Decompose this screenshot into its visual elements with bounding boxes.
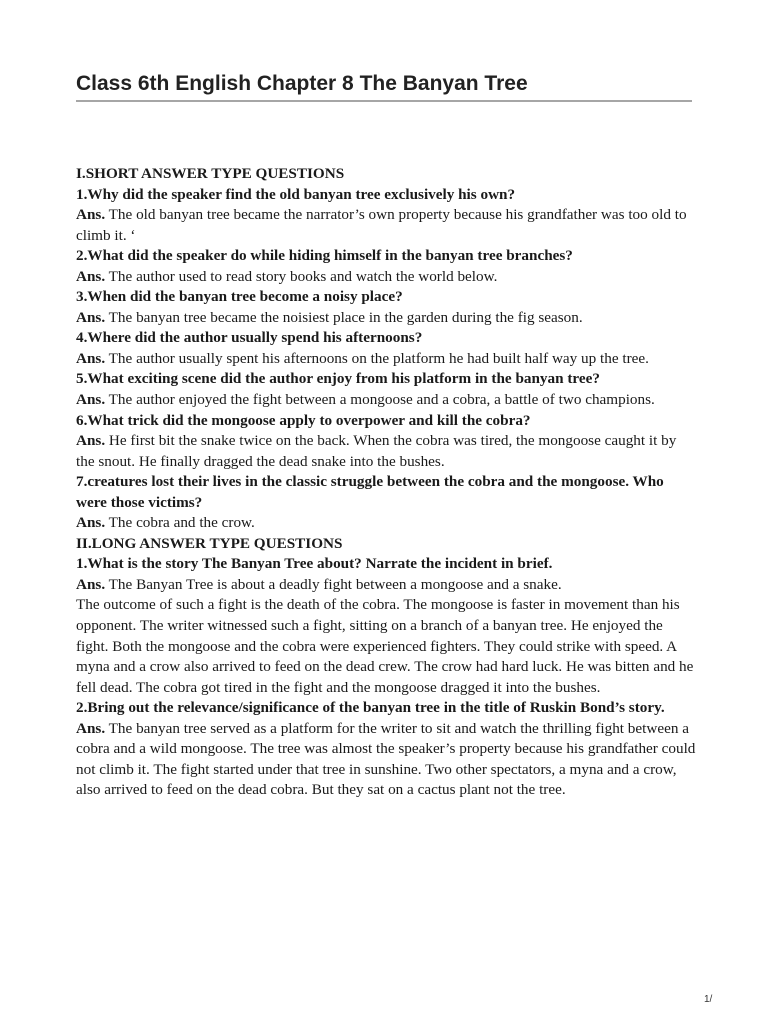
question-7: 7.creatures lost their lives in the classic struggle between the cobra and the mongoose. Who were those victims? [76, 473, 664, 511]
answer-text: The banyan tree served as a platform for the writer to sit and watch the thrilling fight between a cobra and a wild mongoose. The tree was almost the speaker’s property because his grandfather could not climb it. The fight started under that tree in sunshine. Two other spectators, a myna and a crow, also arrived to feed on the dead cobra. But they sat on a cactus plant not the tree. [76, 719, 696, 799]
question-5: 5.What exciting scene did the author enjoy from his platform in the banyan tree? [76, 370, 600, 388]
answer-text: The cobra and the crow. [108, 514, 255, 532]
answer-label: Ans. [76, 206, 106, 224]
long-answer-1-paragraph: The outcome of such a fight is the death of the cobra. The mongoose is faster in movement than his opponent. The writer witnessed such a fight, sitting on a branch of a banyan tree. He enjoyed the fight. Both the mongoose and the cobra were experienced fighters. They could strike with speed. A myna and a crow also arrived to feed on the dead crew. The crow had hard luck. He was bitten and he fell dead. The cobra got tired in the fight and the mongoose dragged it into the bushes. [76, 596, 694, 696]
answer-label: Ans. [76, 349, 106, 367]
long-answer-1 [76, 575, 696, 596]
long-question-2: 2.Bring out the relevance/significance of the banyan tree in the title of Ruskin Bond’s story. [76, 699, 665, 717]
answer-label: Ans. [76, 719, 106, 737]
long-question-1: 1.What is the story The Banyan Tree about? Narrate the incident in brief. [76, 555, 553, 573]
answer-label: Ans. [76, 308, 106, 326]
long-answer-2 [76, 719, 696, 801]
question-2: 2.What did the speaker do while hiding himself in the banyan tree branches? [76, 247, 573, 265]
question-3: 3.When did the banyan tree become a noisy place? [76, 288, 403, 306]
answer-4 [76, 349, 696, 370]
answer-text: The Banyan Tree is about a deadly fight between a mongoose and a snake. [108, 575, 562, 593]
answer-text: The author used to read story books and watch the world below. [108, 267, 498, 285]
answer-1 [76, 205, 696, 246]
page-title: Class 6th English Chapter 8 The Banyan Tree [76, 72, 528, 95]
answer-label: Ans. [76, 514, 106, 532]
question-4: 4.Where did the author usually spend his afternoons? [76, 329, 423, 347]
title-divider [76, 100, 692, 102]
document-body [76, 164, 696, 801]
answer-5 [76, 390, 696, 411]
answer-text: He first bit the snake twice on the back. When the cobra was tired, the mongoose caught it by the snout. He finally dragged the dead snake into the bushes. [76, 432, 677, 470]
answer-6 [76, 431, 696, 472]
answer-text: The old banyan tree became the narrator’s own property because his grandfather was too old to climb it. ‘ [76, 206, 687, 244]
answer-text: The banyan tree became the noisiest place in the garden during the fig season. [108, 308, 583, 326]
section-heading-short-answer: I.SHORT ANSWER TYPE QUESTIONS [76, 165, 345, 182]
question-1: 1.Why did the speaker find the old banyan tree exclusively his own? [76, 185, 516, 203]
answer-2 [76, 267, 696, 288]
answer-text: The author enjoyed the fight between a mongoose and a cobra, a battle of two champions. [108, 391, 655, 409]
answer-label: Ans. [76, 432, 106, 450]
answer-label: Ans. [76, 267, 106, 285]
section-heading-long-answer: II.LONG ANSWER TYPE QUESTIONS [76, 534, 343, 552]
question-6: 6.What trick did the mongoose apply to overpower and kill the cobra? [76, 411, 531, 429]
answer-3 [76, 308, 696, 329]
answer-text: The author usually spent his afternoons on the platform he had built half way up the tree. [108, 349, 649, 367]
answer-7 [76, 513, 696, 534]
page-number: 1/ [704, 994, 713, 1005]
answer-label: Ans. [76, 391, 106, 409]
answer-label: Ans. [76, 575, 106, 593]
